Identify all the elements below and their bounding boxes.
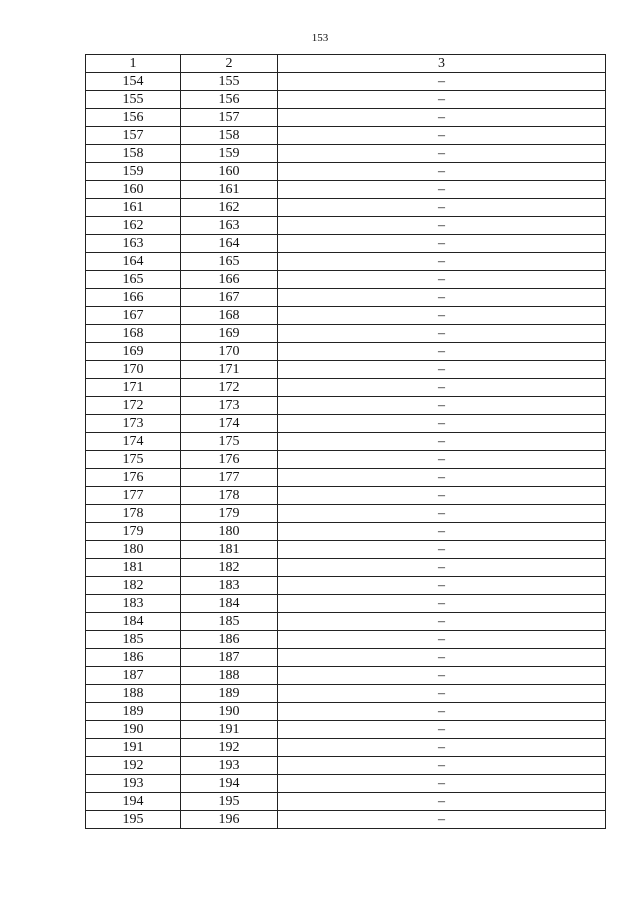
table-cell-col-3: – <box>278 145 606 163</box>
table-cell-col-3: – <box>278 811 606 829</box>
table-cell-col-1: 189 <box>86 703 181 721</box>
table-cell-col-1: 172 <box>86 397 181 415</box>
table-cell-col-3: – <box>278 343 606 361</box>
table-cell-col-2: 162 <box>181 199 278 217</box>
table-row <box>86 487 606 505</box>
table-cell-col-3: – <box>278 757 606 775</box>
table-cell-col-2: 186 <box>181 631 278 649</box>
table-cell-col-2: 160 <box>181 163 278 181</box>
table-cell-col-3: – <box>278 685 606 703</box>
table-cell-col-2: 171 <box>181 361 278 379</box>
table-cell-col-1: 163 <box>86 235 181 253</box>
table-cell-col-2: 178 <box>181 487 278 505</box>
table-cell-col-2: 181 <box>181 541 278 559</box>
table-cell-col-1: 177 <box>86 487 181 505</box>
table-row <box>86 811 606 829</box>
table-cell-col-3: – <box>278 127 606 145</box>
table-cell-col-2: 184 <box>181 595 278 613</box>
table-cell-col-1: 168 <box>86 325 181 343</box>
table-row <box>86 649 606 667</box>
table-cell-col-2: 183 <box>181 577 278 595</box>
table-row <box>86 253 606 271</box>
table-cell-col-2: 196 <box>181 811 278 829</box>
table-row <box>86 415 606 433</box>
table-cell-col-3: – <box>278 541 606 559</box>
table-row <box>86 433 606 451</box>
table-cell-col-2: 176 <box>181 451 278 469</box>
table-cell-col-1: 175 <box>86 451 181 469</box>
table-cell-col-1: 183 <box>86 595 181 613</box>
table-cell-col-3: – <box>278 397 606 415</box>
table-cell-col-3: – <box>278 325 606 343</box>
table-row <box>86 577 606 595</box>
table-row <box>86 325 606 343</box>
table-cell-col-2: 156 <box>181 91 278 109</box>
table-cell-col-1: 192 <box>86 757 181 775</box>
table-cell-col-1: 191 <box>86 739 181 757</box>
table-row <box>86 757 606 775</box>
table-cell-col-2: 164 <box>181 235 278 253</box>
table-cell-col-2: 163 <box>181 217 278 235</box>
table-cell-col-1: 190 <box>86 721 181 739</box>
table-cell-col-2: 189 <box>181 685 278 703</box>
table-cell-col-3: – <box>278 289 606 307</box>
table-cell-col-3: – <box>278 379 606 397</box>
table-cell-col-2: 191 <box>181 721 278 739</box>
table-cell-col-2: 188 <box>181 667 278 685</box>
table-row <box>86 163 606 181</box>
table-cell-col-1: 158 <box>86 145 181 163</box>
table-cell-col-2: 182 <box>181 559 278 577</box>
table-row <box>86 775 606 793</box>
table-cell-col-1: 176 <box>86 469 181 487</box>
table-cell-col-3: – <box>278 739 606 757</box>
table-cell-col-2: 195 <box>181 793 278 811</box>
table-cell-col-3: – <box>278 235 606 253</box>
table-row <box>86 343 606 361</box>
table-cell-col-3: – <box>278 163 606 181</box>
table-row <box>86 451 606 469</box>
table-cell-col-3: – <box>278 505 606 523</box>
table-row <box>86 181 606 199</box>
table-row <box>86 685 606 703</box>
table-cell-col-3: – <box>278 451 606 469</box>
column-header-3: 3 <box>278 55 606 73</box>
table-row <box>86 397 606 415</box>
column-header-2: 2 <box>181 55 278 73</box>
column-header-1: 1 <box>86 55 181 73</box>
table-cell-col-2: 175 <box>181 433 278 451</box>
table-row <box>86 91 606 109</box>
table-cell-col-2: 168 <box>181 307 278 325</box>
table-cell-col-2: 169 <box>181 325 278 343</box>
table-cell-col-2: 167 <box>181 289 278 307</box>
table-cell-col-3: – <box>278 73 606 91</box>
table-row <box>86 631 606 649</box>
table-cell-col-3: – <box>278 613 606 631</box>
table-cell-col-2: 157 <box>181 109 278 127</box>
table-cell-col-1: 185 <box>86 631 181 649</box>
table-cell-col-1: 180 <box>86 541 181 559</box>
table-cell-col-1: 184 <box>86 613 181 631</box>
table-cell-col-2: 173 <box>181 397 278 415</box>
table-cell-col-3: – <box>278 487 606 505</box>
table-row <box>86 127 606 145</box>
table-cell-col-2: 161 <box>181 181 278 199</box>
table-cell-col-3: – <box>278 667 606 685</box>
table-cell-col-2: 180 <box>181 523 278 541</box>
table-row <box>86 523 606 541</box>
table-row <box>86 559 606 577</box>
table-cell-col-2: 192 <box>181 739 278 757</box>
table-cell-col-3: – <box>278 703 606 721</box>
table-cell-col-1: 187 <box>86 667 181 685</box>
table-cell-col-1: 188 <box>86 685 181 703</box>
table-cell-col-2: 165 <box>181 253 278 271</box>
table-cell-col-1: 167 <box>86 307 181 325</box>
table-cell-col-2: 179 <box>181 505 278 523</box>
table-row <box>86 721 606 739</box>
table-cell-col-1: 171 <box>86 379 181 397</box>
page-number: 153 <box>311 32 329 44</box>
table-cell-col-3: – <box>278 217 606 235</box>
table-cell-col-2: 194 <box>181 775 278 793</box>
table-row <box>86 469 606 487</box>
table-row <box>86 271 606 289</box>
table-row <box>86 595 606 613</box>
table-cell-col-2: 174 <box>181 415 278 433</box>
table-cell-col-1: 194 <box>86 793 181 811</box>
table-cell-col-1: 160 <box>86 181 181 199</box>
table-row <box>86 361 606 379</box>
data-table <box>85 54 606 829</box>
table-cell-col-1: 182 <box>86 577 181 595</box>
table-cell-col-1: 165 <box>86 271 181 289</box>
table-row <box>86 199 606 217</box>
table-cell-col-2: 172 <box>181 379 278 397</box>
table-row <box>86 739 606 757</box>
table-row <box>86 505 606 523</box>
table-cell-col-3: – <box>278 433 606 451</box>
table-cell-col-2: 185 <box>181 613 278 631</box>
table-row <box>86 289 606 307</box>
table-cell-col-1: 162 <box>86 217 181 235</box>
table-cell-col-2: 170 <box>181 343 278 361</box>
table-cell-col-3: – <box>278 91 606 109</box>
table-cell-col-2: 190 <box>181 703 278 721</box>
table-cell-col-1: 174 <box>86 433 181 451</box>
table-cell-col-1: 179 <box>86 523 181 541</box>
table-header-row <box>86 55 606 73</box>
table-cell-col-1: 169 <box>86 343 181 361</box>
table-cell-col-1: 186 <box>86 649 181 667</box>
table-cell-col-1: 173 <box>86 415 181 433</box>
table-cell-col-2: 187 <box>181 649 278 667</box>
table-cell-col-3: – <box>278 559 606 577</box>
table-cell-col-3: – <box>278 307 606 325</box>
table-cell-col-1: 157 <box>86 127 181 145</box>
table-row <box>86 703 606 721</box>
table-cell-col-3: – <box>278 469 606 487</box>
table-cell-col-2: 193 <box>181 757 278 775</box>
table-cell-col-3: – <box>278 577 606 595</box>
table-cell-col-1: 178 <box>86 505 181 523</box>
table-body <box>86 73 606 829</box>
table-cell-col-3: – <box>278 361 606 379</box>
table-cell-col-1: 155 <box>86 91 181 109</box>
table-cell-col-2: 158 <box>181 127 278 145</box>
table-cell-col-3: – <box>278 181 606 199</box>
table-row <box>86 613 606 631</box>
table-cell-col-2: 159 <box>181 145 278 163</box>
table-row <box>86 307 606 325</box>
table-row <box>86 793 606 811</box>
table-cell-col-1: 161 <box>86 199 181 217</box>
table-row <box>86 145 606 163</box>
table-cell-col-2: 155 <box>181 73 278 91</box>
table-cell-col-3: – <box>278 793 606 811</box>
table-cell-col-2: 177 <box>181 469 278 487</box>
table-header <box>86 55 606 73</box>
table-row <box>86 379 606 397</box>
table-cell-col-1: 170 <box>86 361 181 379</box>
table-row <box>86 541 606 559</box>
table-cell-col-1: 159 <box>86 163 181 181</box>
table-row <box>86 73 606 91</box>
table-cell-col-3: – <box>278 721 606 739</box>
table-row <box>86 235 606 253</box>
table-cell-col-1: 164 <box>86 253 181 271</box>
table-cell-col-3: – <box>278 649 606 667</box>
table-cell-col-1: 154 <box>86 73 181 91</box>
table-cell-col-1: 193 <box>86 775 181 793</box>
table-cell-col-2: 166 <box>181 271 278 289</box>
table-cell-col-3: – <box>278 415 606 433</box>
table-cell-col-1: 166 <box>86 289 181 307</box>
table-row <box>86 109 606 127</box>
table-cell-col-3: – <box>278 595 606 613</box>
table-row <box>86 667 606 685</box>
table-cell-col-3: – <box>278 523 606 541</box>
table-cell-col-1: 156 <box>86 109 181 127</box>
table-cell-col-3: – <box>278 631 606 649</box>
table-cell-col-3: – <box>278 199 606 217</box>
table-cell-col-3: – <box>278 109 606 127</box>
table-cell-col-3: – <box>278 271 606 289</box>
table-cell-col-1: 195 <box>86 811 181 829</box>
table-row <box>86 217 606 235</box>
table-cell-col-1: 181 <box>86 559 181 577</box>
table-cell-col-3: – <box>278 253 606 271</box>
table-cell-col-3: – <box>278 775 606 793</box>
